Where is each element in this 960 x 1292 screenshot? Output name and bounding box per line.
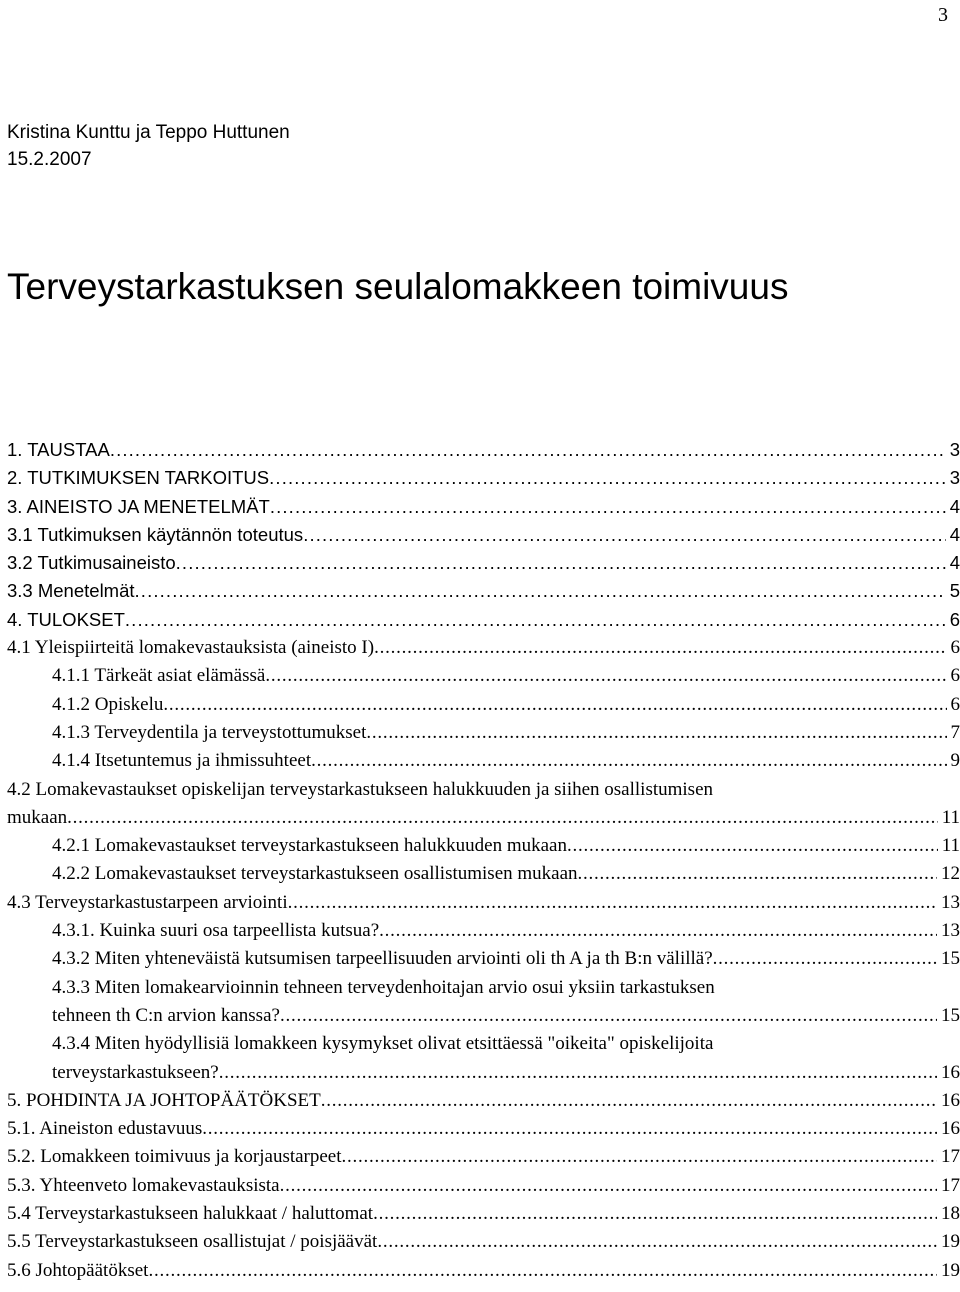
document-title: Terveystarkastuksen seulalomakkeen toimivuus — [7, 266, 789, 307]
toc-entry-3[interactable]: 3. AINEISTO JA MENETELMÄT . . . 4 — [7, 493, 960, 521]
toc-entry-5-6[interactable]: 5.6 Johtopäätökset . . . 19 — [7, 1257, 960, 1285]
toc-entry-5-3[interactable]: 5.3. Yhteenveto lomakevastauksista . . . 17 — [7, 1172, 960, 1200]
toc-entry-4-1-3[interactable]: 4.1.3 Terveydentila ja terveystottumukset . . . 7 — [7, 719, 960, 747]
toc-entry-4-3-2[interactable]: 4.3.2 Miten yhteneväistä kutsumisen tarpeellisuuden arviointi oli th A ja th B:n välillä? . . . 15 — [7, 945, 960, 973]
toc-entry-4-1[interactable]: 4.1 Yleispiirteitä lomakevastauksista (aineisto I) . . . 6 — [7, 634, 960, 662]
toc-entry-4-2[interactable]: mukaan . . . 11 — [7, 804, 960, 832]
authors: Kristina Kunttu ja Teppo Huttunen — [7, 122, 290, 143]
toc-entry-4-1-2[interactable]: 4.1.2 Opiskelu . . . 6 — [7, 691, 960, 719]
toc-entry-2[interactable]: 2. TUTKIMUKSEN TARKOITUS . . . 3 — [7, 464, 960, 492]
toc-entry-4-3-1[interactable]: 4.3.1. Kuinka suuri osa tarpeellista kutsua? . . . 13 — [7, 917, 960, 945]
toc-entry-3-2[interactable]: 3.2 Tutkimusaineisto . . . 4 — [7, 549, 960, 577]
toc-entry-5-5[interactable]: 5.5 Terveystarkastukseen osallistujat / poisjäävät . . . 19 — [7, 1228, 960, 1256]
toc-entry-3-1[interactable]: 3.1 Tutkimuksen käytännön toteutus . . . 4 — [7, 521, 960, 549]
toc-entry-5-1[interactable]: 5.1. Aineiston edustavuus . . . 16 — [7, 1115, 960, 1143]
date: 15.2.2007 — [7, 149, 92, 170]
toc-entry-5-2[interactable]: 5.2. Lomakkeen toimivuus ja korjaustarpeet . . . 17 — [7, 1143, 960, 1171]
toc-entry-4-2-2[interactable]: 4.2.2 Lomakevastaukset terveystarkastukseen osallistumisen mukaan . . . 12 — [7, 860, 960, 888]
toc-entry-4-3-4[interactable]: terveystarkastukseen? . . . 16 — [7, 1059, 960, 1087]
toc-entry-3-3[interactable]: 3.3 Menetelmät . . . 5 — [7, 577, 960, 605]
toc-entry-4-1-4[interactable]: 4.1.4 Itsetuntemus ja ihmissuhteet . . . 9 — [7, 747, 960, 775]
toc-entry-4-2-1[interactable]: 4.2.1 Lomakevastaukset terveystarkastukseen halukkuuden mukaan . . . 11 — [7, 832, 960, 860]
toc-entry-4-3-4-line1[interactable]: 4.3.4 Miten hyödyllisiä lomakkeen kysymykset olivat etsittäessä "oikeita" opiskelijoita — [52, 1033, 714, 1055]
toc-entry-5-4[interactable]: 5.4 Terveystarkastukseen halukkaat / haluttomat . . . 18 — [7, 1200, 960, 1228]
toc-entry-4-2-line1[interactable]: 4.2 Lomakevastaukset opiskelijan terveystarkastukseen halukkuuden ja siihen osallistumisen — [7, 778, 714, 800]
table-of-contents — [7, 436, 960, 1285]
author-block — [7, 119, 290, 173]
page-number: 3 — [938, 4, 948, 26]
toc-entry-4-3[interactable]: 4.3 Terveystarkastustarpeen arviointi . . . 13 — [7, 889, 960, 917]
toc-entry-1[interactable]: 1. TAUSTAA . . . 3 — [7, 436, 960, 464]
toc-entry-4-3-3[interactable]: tehneen th C:n arvion kanssa? . . . 15 — [7, 1002, 960, 1030]
toc-entry-4-1-1[interactable]: 4.1.1 Tärkeät asiat elämässä . . . 6 — [7, 662, 960, 690]
toc-entry-5[interactable]: 5. POHDINTA JA JOHTOPÄÄTÖKSET . . . 16 — [7, 1087, 960, 1115]
toc-entry-4-3-3-line1[interactable]: 4.3.3 Miten lomakearvioinnin tehneen terveydenhoitajan arvio osui yksiin tarkastuksen — [52, 976, 715, 998]
toc-entry-4[interactable]: 4. TULOKSET . . . 6 — [7, 606, 960, 634]
